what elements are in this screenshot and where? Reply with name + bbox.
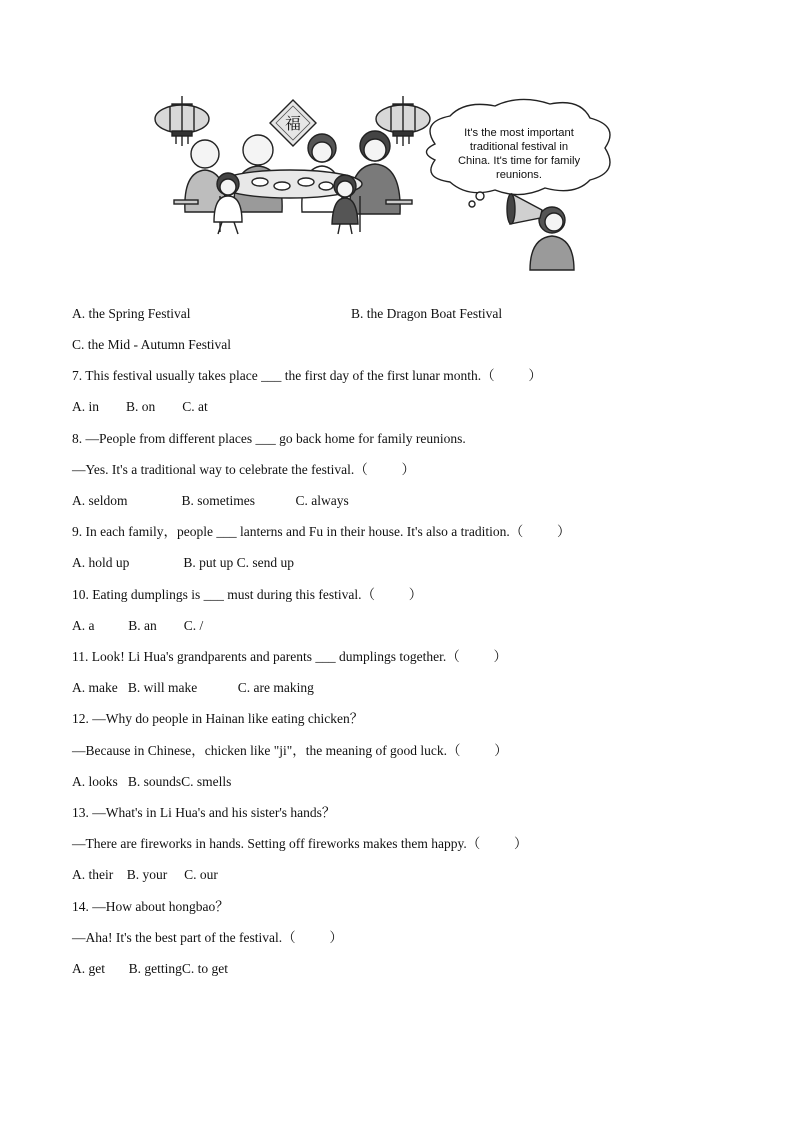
question-9: 9. In each family，people ___ lanterns and Fu in their house. It's also a tradition.（ ） bbox=[72, 524, 571, 539]
festival-illustration bbox=[150, 92, 650, 277]
question-8: 8. —People from different places ___ go back home for family reunions. bbox=[72, 431, 466, 446]
question-10: 10. Eating dumplings is ___ must during this festival.（ ） bbox=[72, 587, 423, 602]
speech-bubble bbox=[427, 99, 611, 207]
question-13-reply: —There are fireworks in hands. Setting off fireworks makes them happy.（ ） bbox=[72, 836, 528, 851]
speech-line-4: reunions. bbox=[495, 169, 543, 181]
question-12-options: A. looks B. soundsC. smells bbox=[72, 774, 232, 789]
megaphone-speaker-icon bbox=[507, 194, 574, 270]
fu-character: 福 bbox=[284, 114, 302, 133]
question-9-options: A. hold up B. put up C. send up bbox=[72, 555, 295, 570]
question-14-reply: —Aha! It's the best part of the festival.（ ） bbox=[72, 930, 343, 945]
question-11: 11. Look! Li Hua's grandparents and parents ___ dumplings together.（ ） bbox=[72, 649, 507, 664]
speech-line-2: traditional festival in bbox=[469, 141, 569, 153]
question-12: 12. —Why do people in Hainan like eating chicken？ bbox=[72, 711, 364, 726]
question-7: 7. This festival usually takes place ___ the first day of the first lunar month.（ ） bbox=[72, 368, 542, 383]
question-8-reply: —Yes. It's a traditional way to celebrate the festival.（ ） bbox=[72, 462, 415, 477]
question-11-options: A. make B. will make C. are making bbox=[72, 680, 314, 695]
question-13: 13. —What's in Li Hua's and his sister's hands？ bbox=[72, 805, 336, 820]
speech-line-3: China. It's time for family bbox=[457, 155, 581, 167]
question-14: 14. —How about hongbao？ bbox=[72, 899, 229, 914]
speech-line-1: It's the most important bbox=[464, 127, 574, 139]
question-12-reply: —Because in Chinese，chicken like "ji"，the meaning of good luck.（ ） bbox=[72, 743, 508, 758]
question-7-options: A. in B. on C. at bbox=[72, 399, 208, 414]
question-13-options: A. their B. your C. our bbox=[72, 867, 218, 882]
question-10-options: A. a B. an C. / bbox=[72, 618, 204, 633]
q6-option-a: A. the Spring Festival bbox=[72, 306, 191, 321]
q6-option-c: C. the Mid - Autumn Festival bbox=[72, 337, 232, 352]
q6-option-b: B. the Dragon Boat Festival bbox=[351, 306, 503, 321]
question-14-options: A. get B. gettingC. to get bbox=[72, 961, 228, 976]
question-8-options: A. seldom B. sometimes C. always bbox=[72, 493, 349, 508]
left-lantern-icon bbox=[155, 96, 209, 146]
